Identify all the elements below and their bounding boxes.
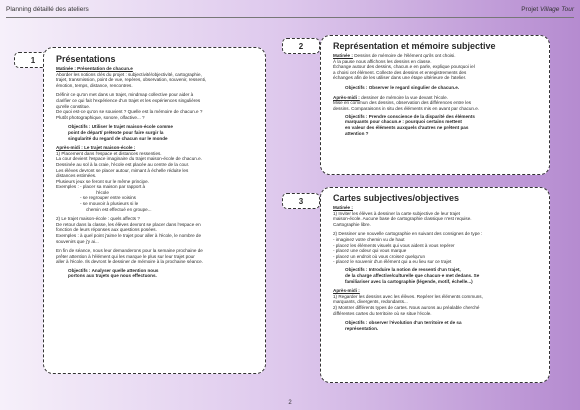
- header-project: Projet Village Tour: [521, 6, 574, 13]
- page-number: 2: [288, 400, 292, 406]
- objective-block: Objectifs : Introduire la notion de ressenti d'un trajet, de la charge affective/culturelle que chacun·e met dedans. Se familiariser avec la cartographie (légende, motif, échelle...): [345, 267, 480, 284]
- section-representation: Représentation et mémoire subjective Matinée : Dessins de mémoire de l'élément qu'ils ont choisi. À la pause nous affichons les dessins en classe. Échange autour des dessins, chacun.e en parle, explique pourquoi iel a choisi cet élément. Collecte des dessins et enregistrements des échanges afin de les utiliser dans une étape ultérieure de l'atelier. Objectifs : Observer le regard singulier de chacun.e. Après-midi : dessiner de mémoire la vue devant l'école. Mise en commun des dessins, observation des différences entre les dessins. Comparaisons in situ des éléments mis en avant par chacun.e. Objectifs : Prendre conscience de la disparité des éléments marquants pour chacun.e : pourquoi certains mettent en valeur des éléments auxquels d'autres ne prêtent pas attention ?: [320, 35, 550, 175]
- objective-block: Objectifs : Observer le regard singulier de chacun.e.: [345, 84, 460, 90]
- section-number-badge: 3: [282, 193, 320, 209]
- section-cartes: Cartes subjectives/objectives Matinée : 1) Inviter les élèves à dessiner la carte subjective de leur trajet maison-école. Aucune base de cartographie classique n'est requise. Cartographie libre. 2) Dessiner une nouvelle cartographie en suivant des consignes de type : - imaginez votre chemin vu de haut - placez les éléments visuels qui vous aident à vous repérer - placez une odeur qui vous marque - placez un endroit où vous croisez quelqu'un - placez le souvenir d'un élément qui a eu lieu sur ce trajet Objectifs : Introduire la notion de ressenti d'un trajet, de la charge affective/culturelle que chacun·e met dedans. Se familiariser avec la cartographie (légende, motif, échelle...) Après-midi : 1) Regarder les dessins avec les élèves. Repérer les éléments communs, marquants, divergents, redondants... 2) Montrer différents types de cartes. Nous aurons au préalable cherché différentes cartes du territoire où se situe l'école. Objectifs : observer l'évolution d'un territoire et de sa représentation.: [320, 187, 550, 383]
- section-title: Représentation et mémoire subjective: [333, 41, 496, 51]
- header-title: Planning détaillé des ateliers: [6, 6, 89, 13]
- page-header: [6, 3, 574, 18]
- section-presentations: Présentations Matinée : Présentation de chacun.e Aborder les notions clés du projet : subjectivité/objectivité, cartographie, trajet, transmission, point de vue, repères, observation, souvenir, ressenti, émotion, temps, distance, rencontres. Définir ce qu'on met dans un trajet, mindmap collective pour aider à clarifier ce qui fait l'expérience d'un trajet et les expériences singulières qu'elle constitue. De quoi est-ce qu'on se souvient ? Quelle est la mémoire de chacun.e ? Plutôt photographique, sonore, olfactive... ? Objectifs : Utiliser le trajet maison-école comme point de départ/ prétexte pour faire surgir la singularité du regard de chacun sur le monde Après-midi : Le trajet maison-école : 1) Placement dans l'espace et distances ressenties. La cour devient l'espace imaginaire du trajet maison-école de chacun.e. Dessinée au sol à la craie, l'école est placée au centre de la cour. Les élèves devront se placer autour, mimant à échelle réduite les distances estimées. Plusieurs jeux se feront sur le même principe. Exemples : - placer sa maison par rapport à l'école - se regrouper entre voisins - se mouvoir à plusieurs si le chemin est effectué en groupe... 2) Le trajet maison-école : quels affects ? De retour dans la classe, les élèves devront se placer dans l'espace en fonction de leurs réponses aux questions posées. Exemples : à quel point j'aime le trajet pour aller à l'école, le nombre de souvenirs que j'y ai... En fin de séance, nous leur demanderons pour la semaine prochaine de prêter attention à l'élément qui les marque le plus sur leur trajet pour aller à l'école. Ils devront le dessiner de mémoire à la prochaine séance. Objectifs : Analyser quelle attention nous portons aux trajets que nous effectuons.: [43, 47, 266, 374]
- section-number-badge: 1: [14, 52, 52, 68]
- objective-block: Objectifs : Analyser quelle attention nous portons aux trajets que nous effectuons.: [68, 267, 159, 279]
- section-title: Présentations: [56, 54, 116, 64]
- objective-block: Objectifs : Utiliser le trajet maison-école comme point de départ/ prétexte pour faire surgir la singularité du regard de chacun sur le monde: [68, 124, 173, 141]
- objective-block: Objectifs : Prendre conscience de la disparité des éléments marquants pour chacun.e : pourquoi certains mettent en valeur des éléments auxquels d'autres ne prêtent pas attention ?: [345, 113, 475, 136]
- section-title: Cartes subjectives/objectives: [333, 193, 460, 203]
- objective-block: Objectifs : observer l'évolution d'un territoire et de sa représentation.: [345, 320, 462, 331]
- section-number-badge: 2: [282, 38, 320, 54]
